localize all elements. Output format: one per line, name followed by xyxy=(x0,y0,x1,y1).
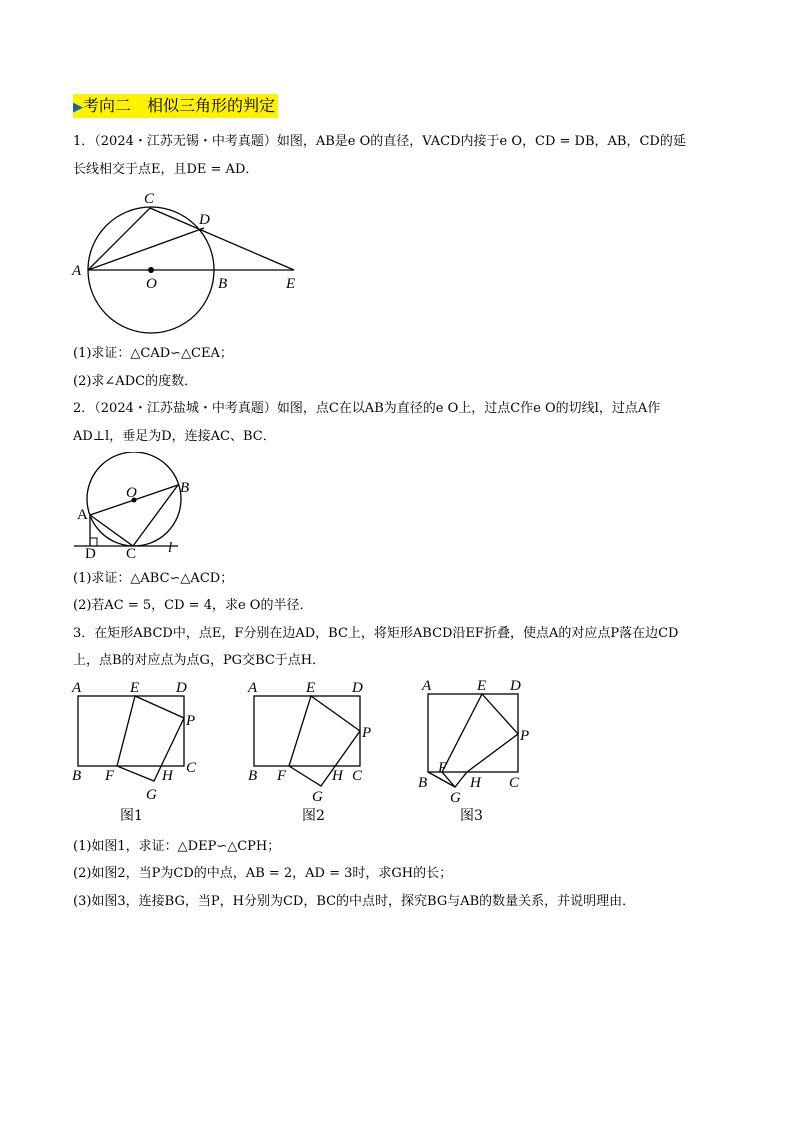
p1-chord-AC xyxy=(88,208,150,270)
p2-statement-line1: 2．（2024・江苏盐城・中考真题）如图，点C在以AB为直径的e O上，过点C作e O的切线l，过点A作 xyxy=(73,401,661,416)
section-title: 考向二 相似三角形的判定 xyxy=(83,96,276,115)
fig2-label-F: F xyxy=(277,768,287,784)
fig1-label-F: F xyxy=(105,768,115,784)
fig3-caption: 图3 xyxy=(460,808,483,824)
p3-figure-2 xyxy=(244,676,384,806)
p1-label-B: B xyxy=(218,276,228,292)
fig3-label-P: P xyxy=(520,728,530,744)
p2-label-A: A xyxy=(77,507,88,523)
p1-center-dot xyxy=(148,267,154,273)
p2-chord-BC xyxy=(133,485,178,546)
p1-question-1: (1)求证：△CAD∽△CEA； xyxy=(73,346,233,361)
fig1-label-C: C xyxy=(186,760,197,776)
p2-circle-figure xyxy=(70,452,200,558)
fig2-folded-quad xyxy=(289,696,360,786)
p2-label-O: O xyxy=(126,485,137,501)
fig2-label-A: A xyxy=(248,680,258,696)
fig2-label-H: H xyxy=(332,768,343,784)
fig3-label-C: C xyxy=(509,775,520,791)
p2-question-2: (2)若AC = 5，CD = 4，求e O的半径． xyxy=(73,598,313,613)
p2-question-1: (1)求证：△ABC∽△ACD； xyxy=(73,571,234,586)
fig3-label-G: G xyxy=(450,790,461,806)
fig3-folded-shape xyxy=(442,694,518,787)
p1-line-CE xyxy=(150,208,294,270)
p1-statement-line2: 长线相交于点E，且DE = AD． xyxy=(73,162,259,177)
p1-label-E: E xyxy=(286,276,296,292)
fig1-caption: 图1 xyxy=(120,808,143,824)
p2-label-C: C xyxy=(126,546,137,558)
fig2-label-C: C xyxy=(352,768,363,784)
fig1-rectangle xyxy=(78,696,184,766)
p1-label-C: C xyxy=(144,191,155,207)
fig1-label-D: D xyxy=(176,680,187,696)
fig3-label-B: B xyxy=(418,775,428,791)
fig1-label-H: H xyxy=(162,768,173,784)
p1-label-O: O xyxy=(146,276,157,292)
fig1-label-G: G xyxy=(146,787,157,803)
fig3-label-E: E xyxy=(477,678,487,694)
p2-chord-AC xyxy=(90,515,133,546)
fig1-label-B: B xyxy=(72,768,82,784)
p1-chord-AD xyxy=(88,228,204,270)
p1-label-D: D xyxy=(199,212,210,228)
p3-statement-line2: 上，点B的对应点为点G，PG交BC于点H． xyxy=(73,653,326,668)
section-header xyxy=(73,94,278,118)
fig2-label-E: E xyxy=(306,680,316,696)
p1-statement-line1: 1．（2024・江苏无锡・中考真题）如图，AB是e O的直径，VACD内接于e O，CD = DB，AB，CD的延 xyxy=(73,134,686,149)
p2-right-angle-mark xyxy=(90,538,97,546)
p3-figure-3 xyxy=(414,676,554,806)
p3-question-1: (1)如图1，求证：△DEP∽△CPH； xyxy=(73,839,281,854)
p1-label-A: A xyxy=(72,263,82,279)
fig1-label-E: E xyxy=(130,680,140,696)
p2-label-D: D xyxy=(85,546,96,558)
fig1-label-A: A xyxy=(72,680,82,696)
fig2-label-G: G xyxy=(312,789,323,805)
fig3-label-D: D xyxy=(510,678,521,694)
fig2-label-D: D xyxy=(352,680,363,696)
fig2-rectangle xyxy=(254,696,360,766)
fig1-folded-quad xyxy=(117,696,184,781)
fig3-label-H: H xyxy=(470,775,481,791)
fig1-label-P: P xyxy=(186,713,196,729)
p2-statement-line2: AD⊥l，垂足为D，连接AC、BC． xyxy=(73,429,276,444)
fig2-label-B: B xyxy=(248,768,258,784)
fig3-label-F: F xyxy=(438,760,448,776)
p3-question-2: (2)如图2，当P为CD的中点，AB = 2，AD = 3时，求GH的长； xyxy=(73,866,453,881)
p2-label-l: l xyxy=(168,540,173,556)
play-triangle-icon: ▶ xyxy=(73,100,83,115)
fig2-label-P: P xyxy=(362,725,372,741)
p3-question-3: (3)如图3，连接BG，当P，H分别为CD，BC的中点时，探究BG与AB的数量关系，并说明理由． xyxy=(73,894,636,909)
p3-figure-1 xyxy=(68,676,208,806)
p3-statement-line1: 3．在矩形ABCD中，点E，F分别在边AD，BC上，将矩形ABCD沿EF折叠，使点A的对应点P落在边CD xyxy=(73,626,679,641)
p2-label-B: B xyxy=(180,480,190,496)
p1-question-2: (2)求∠ADC的度数． xyxy=(73,374,198,389)
fig2-caption: 图2 xyxy=(302,808,325,824)
p1-circle-figure xyxy=(70,186,310,336)
fig3-label-A: A xyxy=(422,678,432,694)
